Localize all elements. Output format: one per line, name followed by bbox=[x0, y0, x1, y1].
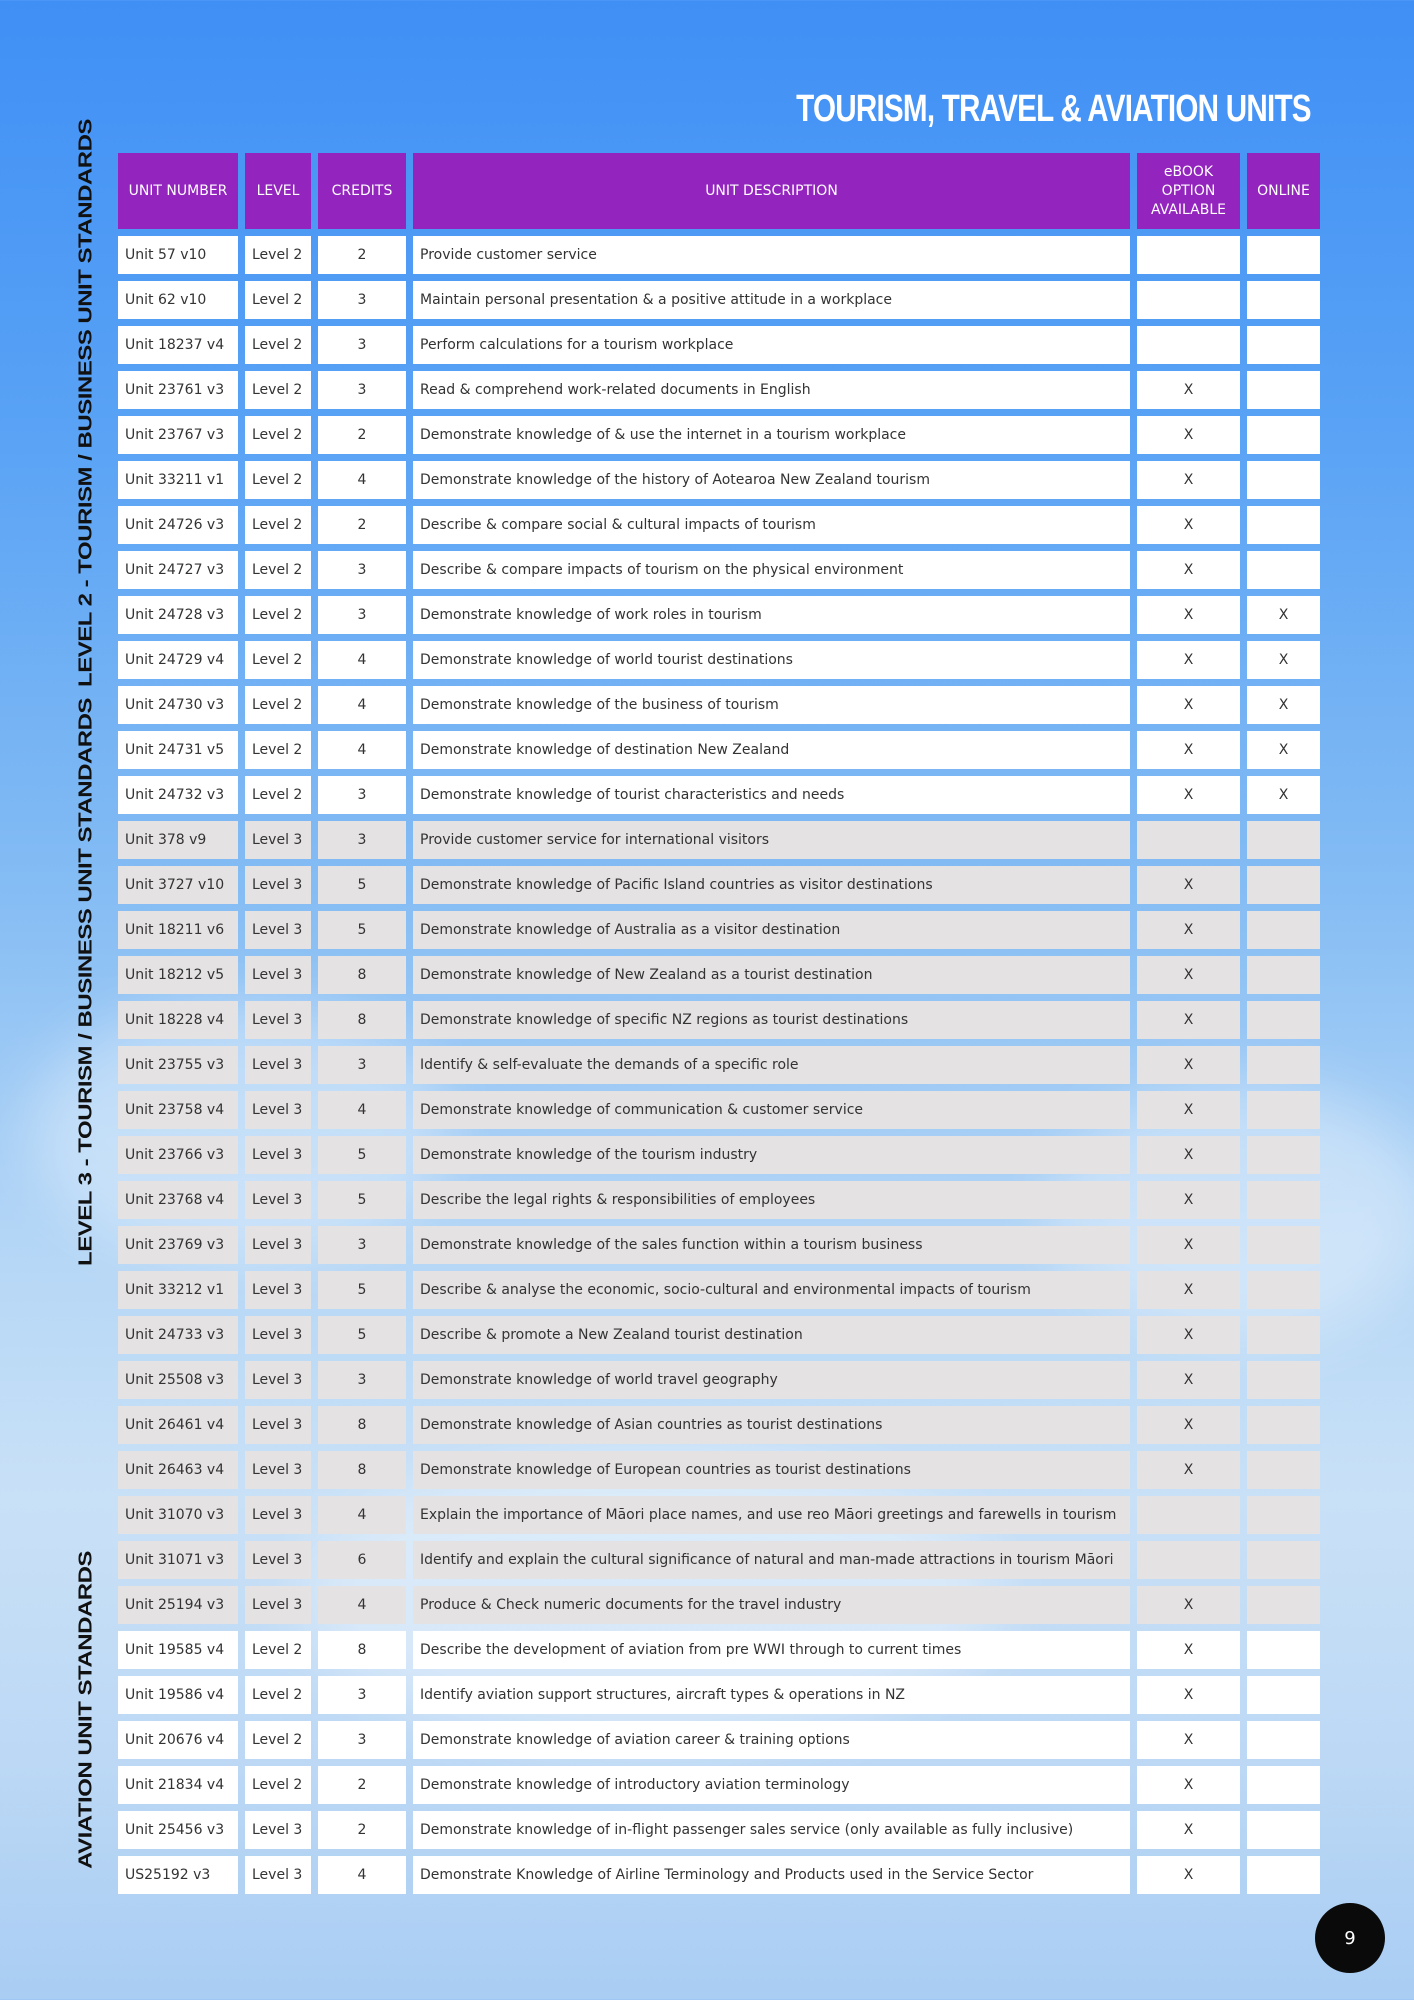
cell-description: Explain the importance of Māori place names, and use reo Māori greetings and farewells in tourism bbox=[413, 1496, 1130, 1534]
cell-credits: 4 bbox=[318, 1856, 406, 1894]
cell-unit-number: US25192 v3 bbox=[118, 1856, 238, 1894]
cell-online bbox=[1247, 1136, 1320, 1174]
cell-online bbox=[1247, 1631, 1320, 1669]
cell-unit-number: Unit 23767 v3 bbox=[118, 416, 238, 454]
cell-level: Level 3 bbox=[245, 1856, 311, 1894]
table-row bbox=[118, 1181, 1320, 1219]
cell-ebook: X bbox=[1137, 1136, 1240, 1174]
cell-level: Level 2 bbox=[245, 1676, 311, 1714]
table-row bbox=[118, 1631, 1320, 1669]
cell-unit-number: Unit 31070 v3 bbox=[118, 1496, 238, 1534]
cell-description: Describe the development of aviation from pre WWI through to current times bbox=[413, 1631, 1130, 1669]
cell-unit-number: Unit 31071 v3 bbox=[118, 1541, 238, 1579]
header-unit-number: UNIT NUMBER bbox=[118, 153, 238, 229]
table-row bbox=[118, 866, 1320, 904]
cell-description: Identify aviation support structures, aircraft types & operations in NZ bbox=[413, 1676, 1130, 1714]
cell-online: X bbox=[1247, 776, 1320, 814]
cell-unit-number: Unit 18211 v6 bbox=[118, 911, 238, 949]
section-label-aviation-text: AVIATION UNIT STANDARDS bbox=[75, 1551, 97, 1869]
cell-online bbox=[1247, 326, 1320, 364]
table-row bbox=[118, 1406, 1320, 1444]
cell-description: Demonstrate knowledge of the tourism industry bbox=[413, 1136, 1130, 1174]
cell-credits: 3 bbox=[318, 596, 406, 634]
cell-unit-number: Unit 378 v9 bbox=[118, 821, 238, 859]
table-row bbox=[118, 326, 1320, 364]
cell-credits: 3 bbox=[318, 821, 406, 859]
cell-level: Level 3 bbox=[245, 1541, 311, 1579]
cell-unit-number: Unit 25456 v3 bbox=[118, 1811, 238, 1849]
cell-ebook bbox=[1137, 1541, 1240, 1579]
cell-unit-number: Unit 23758 v4 bbox=[118, 1091, 238, 1129]
cell-credits: 4 bbox=[318, 686, 406, 724]
cell-level: Level 3 bbox=[245, 1406, 311, 1444]
cell-unit-number: Unit 33212 v1 bbox=[118, 1271, 238, 1309]
cell-ebook: X bbox=[1137, 1766, 1240, 1804]
table-row bbox=[118, 1271, 1320, 1309]
cell-credits: 3 bbox=[318, 371, 406, 409]
cell-level: Level 3 bbox=[245, 1091, 311, 1129]
cell-unit-number: Unit 25194 v3 bbox=[118, 1586, 238, 1624]
cell-ebook bbox=[1137, 236, 1240, 274]
header-level: LEVEL bbox=[245, 153, 311, 229]
cell-description: Demonstrate knowledge of New Zealand as a tourist destination bbox=[413, 956, 1130, 994]
cell-description: Demonstrate knowledge of the business of tourism bbox=[413, 686, 1130, 724]
cell-unit-number: Unit 24727 v3 bbox=[118, 551, 238, 589]
cell-unit-number: Unit 24728 v3 bbox=[118, 596, 238, 634]
table-row bbox=[118, 281, 1320, 319]
cell-credits: 3 bbox=[318, 281, 406, 319]
cell-credits: 2 bbox=[318, 1811, 406, 1849]
cell-credits: 3 bbox=[318, 326, 406, 364]
section-label-level2-text: LEVEL 2 - TOURISM / BUSINESS UNIT STANDARDS bbox=[75, 119, 97, 687]
cell-level: Level 3 bbox=[245, 1811, 311, 1849]
cell-level: Level 3 bbox=[245, 1271, 311, 1309]
cell-unit-number: Unit 23761 v3 bbox=[118, 371, 238, 409]
cell-unit-number: Unit 33211 v1 bbox=[118, 461, 238, 499]
cell-credits: 3 bbox=[318, 1226, 406, 1264]
units-table-body bbox=[118, 236, 1320, 1894]
table-row bbox=[118, 1586, 1320, 1624]
cell-online: X bbox=[1247, 731, 1320, 769]
table-row bbox=[118, 1811, 1320, 1849]
table-row bbox=[118, 1001, 1320, 1039]
cell-ebook: X bbox=[1137, 461, 1240, 499]
cell-description: Demonstrate knowledge of introductory aviation terminology bbox=[413, 1766, 1130, 1804]
cell-level: Level 2 bbox=[245, 1721, 311, 1759]
cell-level: Level 2 bbox=[245, 236, 311, 274]
cell-description: Read & comprehend work-related documents in English bbox=[413, 371, 1130, 409]
cell-online bbox=[1247, 1721, 1320, 1759]
cell-online bbox=[1247, 956, 1320, 994]
cell-online bbox=[1247, 1046, 1320, 1084]
cell-ebook bbox=[1137, 326, 1240, 364]
table-row bbox=[118, 1136, 1320, 1174]
cell-ebook: X bbox=[1137, 731, 1240, 769]
cell-description: Describe & compare social & cultural impacts of tourism bbox=[413, 506, 1130, 544]
cell-online bbox=[1247, 1586, 1320, 1624]
cell-level: Level 2 bbox=[245, 326, 311, 364]
cell-online bbox=[1247, 911, 1320, 949]
cell-credits: 5 bbox=[318, 1271, 406, 1309]
cell-online: X bbox=[1247, 686, 1320, 724]
cell-ebook: X bbox=[1137, 1631, 1240, 1669]
table-row bbox=[118, 506, 1320, 544]
cell-online: X bbox=[1247, 596, 1320, 634]
cell-level: Level 2 bbox=[245, 461, 311, 499]
table-row bbox=[118, 416, 1320, 454]
cell-ebook: X bbox=[1137, 686, 1240, 724]
cell-credits: 4 bbox=[318, 641, 406, 679]
cell-unit-number: Unit 24729 v4 bbox=[118, 641, 238, 679]
cell-credits: 4 bbox=[318, 731, 406, 769]
header-credits: CREDITS bbox=[318, 153, 406, 229]
table-row bbox=[118, 551, 1320, 589]
cell-online bbox=[1247, 461, 1320, 499]
units-table bbox=[111, 146, 1327, 1901]
cell-level: Level 3 bbox=[245, 1136, 311, 1174]
cell-unit-number: Unit 19586 v4 bbox=[118, 1676, 238, 1714]
cell-description: Demonstrate knowledge of Asian countries as tourist destinations bbox=[413, 1406, 1130, 1444]
cell-unit-number: Unit 18237 v4 bbox=[118, 326, 238, 364]
cell-description: Demonstrate knowledge of destination New Zealand bbox=[413, 731, 1130, 769]
cell-description: Provide customer service bbox=[413, 236, 1130, 274]
cell-ebook: X bbox=[1137, 1361, 1240, 1399]
cell-description: Demonstrate knowledge of tourist characteristics and needs bbox=[413, 776, 1130, 814]
cell-ebook: X bbox=[1137, 551, 1240, 589]
cell-ebook: X bbox=[1137, 506, 1240, 544]
table-row bbox=[118, 686, 1320, 724]
cell-level: Level 2 bbox=[245, 551, 311, 589]
cell-online bbox=[1247, 1856, 1320, 1894]
cell-online bbox=[1247, 1406, 1320, 1444]
cell-ebook: X bbox=[1137, 1856, 1240, 1894]
cell-level: Level 2 bbox=[245, 686, 311, 724]
cell-level: Level 2 bbox=[245, 281, 311, 319]
table-row bbox=[118, 1046, 1320, 1084]
cell-ebook: X bbox=[1137, 866, 1240, 904]
cell-level: Level 2 bbox=[245, 1766, 311, 1804]
cell-description: Describe & analyse the economic, socio-cultural and environmental impacts of tourism bbox=[413, 1271, 1130, 1309]
cell-online bbox=[1247, 506, 1320, 544]
cell-unit-number: Unit 26461 v4 bbox=[118, 1406, 238, 1444]
cell-level: Level 3 bbox=[245, 821, 311, 859]
cell-level: Level 3 bbox=[245, 956, 311, 994]
cell-ebook: X bbox=[1137, 1091, 1240, 1129]
cell-online bbox=[1247, 1316, 1320, 1354]
cell-credits: 8 bbox=[318, 956, 406, 994]
cell-ebook bbox=[1137, 821, 1240, 859]
cell-ebook: X bbox=[1137, 1811, 1240, 1849]
cell-online bbox=[1247, 1226, 1320, 1264]
cell-unit-number: Unit 23766 v3 bbox=[118, 1136, 238, 1174]
cell-online bbox=[1247, 1361, 1320, 1399]
cell-unit-number: Unit 23768 v4 bbox=[118, 1181, 238, 1219]
cell-description: Demonstrate knowledge of communication & customer service bbox=[413, 1091, 1130, 1129]
cell-description: Provide customer service for international visitors bbox=[413, 821, 1130, 859]
cell-credits: 5 bbox=[318, 866, 406, 904]
cell-online bbox=[1247, 236, 1320, 274]
cell-level: Level 3 bbox=[245, 1451, 311, 1489]
table-row bbox=[118, 1676, 1320, 1714]
cell-ebook: X bbox=[1137, 1271, 1240, 1309]
cell-ebook: X bbox=[1137, 596, 1240, 634]
table-row bbox=[118, 1721, 1320, 1759]
cell-description: Identify & self-evaluate the demands of a specific role bbox=[413, 1046, 1130, 1084]
cell-ebook: X bbox=[1137, 1586, 1240, 1624]
cell-unit-number: Unit 3727 v10 bbox=[118, 866, 238, 904]
table-row bbox=[118, 1856, 1320, 1894]
cell-description: Demonstrate knowledge of the history of Aotearoa New Zealand tourism bbox=[413, 461, 1130, 499]
cell-unit-number: Unit 62 v10 bbox=[118, 281, 238, 319]
cell-ebook bbox=[1137, 281, 1240, 319]
table-row bbox=[118, 641, 1320, 679]
cell-credits: 8 bbox=[318, 1001, 406, 1039]
cell-unit-number: Unit 23755 v3 bbox=[118, 1046, 238, 1084]
cell-ebook: X bbox=[1137, 1046, 1240, 1084]
table-row bbox=[118, 1226, 1320, 1264]
cell-level: Level 2 bbox=[245, 776, 311, 814]
cell-online bbox=[1247, 281, 1320, 319]
table-row bbox=[118, 1496, 1320, 1534]
table-row bbox=[118, 911, 1320, 949]
table-row bbox=[118, 731, 1320, 769]
cell-credits: 8 bbox=[318, 1451, 406, 1489]
cell-online bbox=[1247, 1181, 1320, 1219]
cell-credits: 3 bbox=[318, 1676, 406, 1714]
cell-credits: 3 bbox=[318, 1721, 406, 1759]
cell-online bbox=[1247, 1091, 1320, 1129]
cell-level: Level 3 bbox=[245, 1001, 311, 1039]
cell-ebook: X bbox=[1137, 371, 1240, 409]
cell-unit-number: Unit 23769 v3 bbox=[118, 1226, 238, 1264]
cell-ebook: X bbox=[1137, 1406, 1240, 1444]
cell-description: Demonstrate knowledge of in-flight passenger sales service (only available as fully inclusive) bbox=[413, 1811, 1130, 1849]
cell-level: Level 2 bbox=[245, 1631, 311, 1669]
cell-unit-number: Unit 25508 v3 bbox=[118, 1361, 238, 1399]
cell-description: Demonstrate knowledge of aviation career & training options bbox=[413, 1721, 1130, 1759]
cell-online bbox=[1247, 1496, 1320, 1534]
cell-description: Demonstrate knowledge of Pacific Island countries as visitor destinations bbox=[413, 866, 1130, 904]
cell-credits: 8 bbox=[318, 1406, 406, 1444]
page-number-badge: 9 bbox=[1318, 1906, 1382, 1970]
cell-ebook: X bbox=[1137, 1316, 1240, 1354]
cell-credits: 4 bbox=[318, 461, 406, 499]
cell-unit-number: Unit 24730 v3 bbox=[118, 686, 238, 724]
cell-level: Level 3 bbox=[245, 866, 311, 904]
table-row bbox=[118, 1091, 1320, 1129]
cell-unit-number: Unit 24731 v5 bbox=[118, 731, 238, 769]
cell-level: Level 2 bbox=[245, 371, 311, 409]
cell-online bbox=[1247, 1451, 1320, 1489]
cell-description: Maintain personal presentation & a positive attitude in a workplace bbox=[413, 281, 1130, 319]
table-row bbox=[118, 461, 1320, 499]
cell-description: Describe & promote a New Zealand tourist destination bbox=[413, 1316, 1130, 1354]
cell-unit-number: Unit 19585 v4 bbox=[118, 1631, 238, 1669]
cell-credits: 8 bbox=[318, 1631, 406, 1669]
cell-description: Demonstrate knowledge of world tourist destinations bbox=[413, 641, 1130, 679]
cell-level: Level 3 bbox=[245, 1496, 311, 1534]
cell-credits: 3 bbox=[318, 551, 406, 589]
cell-credits: 2 bbox=[318, 236, 406, 274]
cell-ebook: X bbox=[1137, 1721, 1240, 1759]
cell-credits: 5 bbox=[318, 1181, 406, 1219]
cell-ebook: X bbox=[1137, 1001, 1240, 1039]
cell-credits: 2 bbox=[318, 1766, 406, 1804]
cell-online bbox=[1247, 866, 1320, 904]
cell-description: Describe & compare impacts of tourism on the physical environment bbox=[413, 551, 1130, 589]
cell-description: Demonstrate knowledge of work roles in tourism bbox=[413, 596, 1130, 634]
cell-ebook: X bbox=[1137, 1451, 1240, 1489]
table-row bbox=[118, 956, 1320, 994]
cell-online bbox=[1247, 1271, 1320, 1309]
cell-level: Level 2 bbox=[245, 416, 311, 454]
cell-ebook: X bbox=[1137, 776, 1240, 814]
cell-level: Level 2 bbox=[245, 506, 311, 544]
cell-online bbox=[1247, 1676, 1320, 1714]
cell-unit-number: Unit 21834 v4 bbox=[118, 1766, 238, 1804]
cell-level: Level 3 bbox=[245, 1361, 311, 1399]
cell-description: Demonstrate knowledge of specific NZ regions as tourist destinations bbox=[413, 1001, 1130, 1039]
cell-description: Produce & Check numeric documents for the travel industry bbox=[413, 1586, 1130, 1624]
cell-unit-number: Unit 20676 v4 bbox=[118, 1721, 238, 1759]
cell-ebook: X bbox=[1137, 956, 1240, 994]
cell-online bbox=[1247, 371, 1320, 409]
table-row bbox=[118, 596, 1320, 634]
cell-unit-number: Unit 18228 v4 bbox=[118, 1001, 238, 1039]
section-label-level3-text: LEVEL 3 - TOURISM / BUSINESS UNIT STANDARDS bbox=[75, 698, 97, 1266]
cell-credits: 5 bbox=[318, 911, 406, 949]
cell-credits: 4 bbox=[318, 1586, 406, 1624]
cell-credits: 4 bbox=[318, 1091, 406, 1129]
cell-online bbox=[1247, 821, 1320, 859]
cell-credits: 2 bbox=[318, 416, 406, 454]
cell-ebook bbox=[1137, 1496, 1240, 1534]
cell-credits: 4 bbox=[318, 1496, 406, 1534]
table-row bbox=[118, 236, 1320, 274]
table-row bbox=[118, 371, 1320, 409]
cell-ebook: X bbox=[1137, 1676, 1240, 1714]
cell-online bbox=[1247, 1001, 1320, 1039]
cell-unit-number: Unit 24732 v3 bbox=[118, 776, 238, 814]
cell-ebook: X bbox=[1137, 1226, 1240, 1264]
cell-ebook: X bbox=[1137, 1181, 1240, 1219]
cell-unit-number: Unit 18212 v5 bbox=[118, 956, 238, 994]
cell-credits: 2 bbox=[318, 506, 406, 544]
cell-ebook: X bbox=[1137, 416, 1240, 454]
header-online: ONLINE bbox=[1247, 153, 1320, 229]
table-row bbox=[118, 1451, 1320, 1489]
table-row bbox=[118, 776, 1320, 814]
cell-level: Level 3 bbox=[245, 1226, 311, 1264]
cell-description: Demonstrate knowledge of Australia as a visitor destination bbox=[413, 911, 1130, 949]
cell-description: Demonstrate Knowledge of Airline Terminology and Products used in the Service Sector bbox=[413, 1856, 1130, 1894]
cell-online bbox=[1247, 1766, 1320, 1804]
cell-level: Level 2 bbox=[245, 596, 311, 634]
cell-unit-number: Unit 57 v10 bbox=[118, 236, 238, 274]
table-row bbox=[118, 1316, 1320, 1354]
cell-ebook: X bbox=[1137, 641, 1240, 679]
table-row bbox=[118, 1766, 1320, 1804]
cell-credits: 5 bbox=[318, 1316, 406, 1354]
cell-online bbox=[1247, 1541, 1320, 1579]
cell-description: Demonstrate knowledge of world travel geography bbox=[413, 1361, 1130, 1399]
header-ebook: eBOOK OPTION AVAILABLE bbox=[1137, 153, 1240, 229]
cell-level: Level 2 bbox=[245, 731, 311, 769]
cell-level: Level 3 bbox=[245, 1316, 311, 1354]
cell-online bbox=[1247, 1811, 1320, 1849]
cell-credits: 3 bbox=[318, 776, 406, 814]
table-row bbox=[118, 1541, 1320, 1579]
cell-unit-number: Unit 24733 v3 bbox=[118, 1316, 238, 1354]
cell-online bbox=[1247, 551, 1320, 589]
cell-description: Perform calculations for a tourism workplace bbox=[413, 326, 1130, 364]
cell-description: Demonstrate knowledge of the sales function within a tourism business bbox=[413, 1226, 1130, 1264]
cell-level: Level 3 bbox=[245, 911, 311, 949]
cell-credits: 5 bbox=[318, 1136, 406, 1174]
table-row bbox=[118, 821, 1320, 859]
cell-level: Level 2 bbox=[245, 641, 311, 679]
cell-online: X bbox=[1247, 641, 1320, 679]
cell-credits: 3 bbox=[318, 1046, 406, 1084]
cell-ebook: X bbox=[1137, 911, 1240, 949]
cell-level: Level 3 bbox=[245, 1046, 311, 1084]
cell-online bbox=[1247, 416, 1320, 454]
page-title: TOURISM, TRAVEL & AVIATION UNITS bbox=[796, 88, 1311, 130]
cell-credits: 3 bbox=[318, 1361, 406, 1399]
cell-description: Demonstrate knowledge of & use the internet in a tourism workplace bbox=[413, 416, 1130, 454]
header-unit-description: UNIT DESCRIPTION bbox=[413, 153, 1130, 229]
cell-level: Level 3 bbox=[245, 1586, 311, 1624]
cell-credits: 6 bbox=[318, 1541, 406, 1579]
cell-description: Describe the legal rights & responsibilities of employees bbox=[413, 1181, 1130, 1219]
cell-unit-number: Unit 24726 v3 bbox=[118, 506, 238, 544]
table-header-row bbox=[118, 153, 1320, 229]
table-row bbox=[118, 1361, 1320, 1399]
cell-description: Identify and explain the cultural significance of natural and man-made attractions in tourism Māori bbox=[413, 1541, 1130, 1579]
cell-level: Level 3 bbox=[245, 1181, 311, 1219]
cell-unit-number: Unit 26463 v4 bbox=[118, 1451, 238, 1489]
cell-description: Demonstrate knowledge of European countries as tourist destinations bbox=[413, 1451, 1130, 1489]
